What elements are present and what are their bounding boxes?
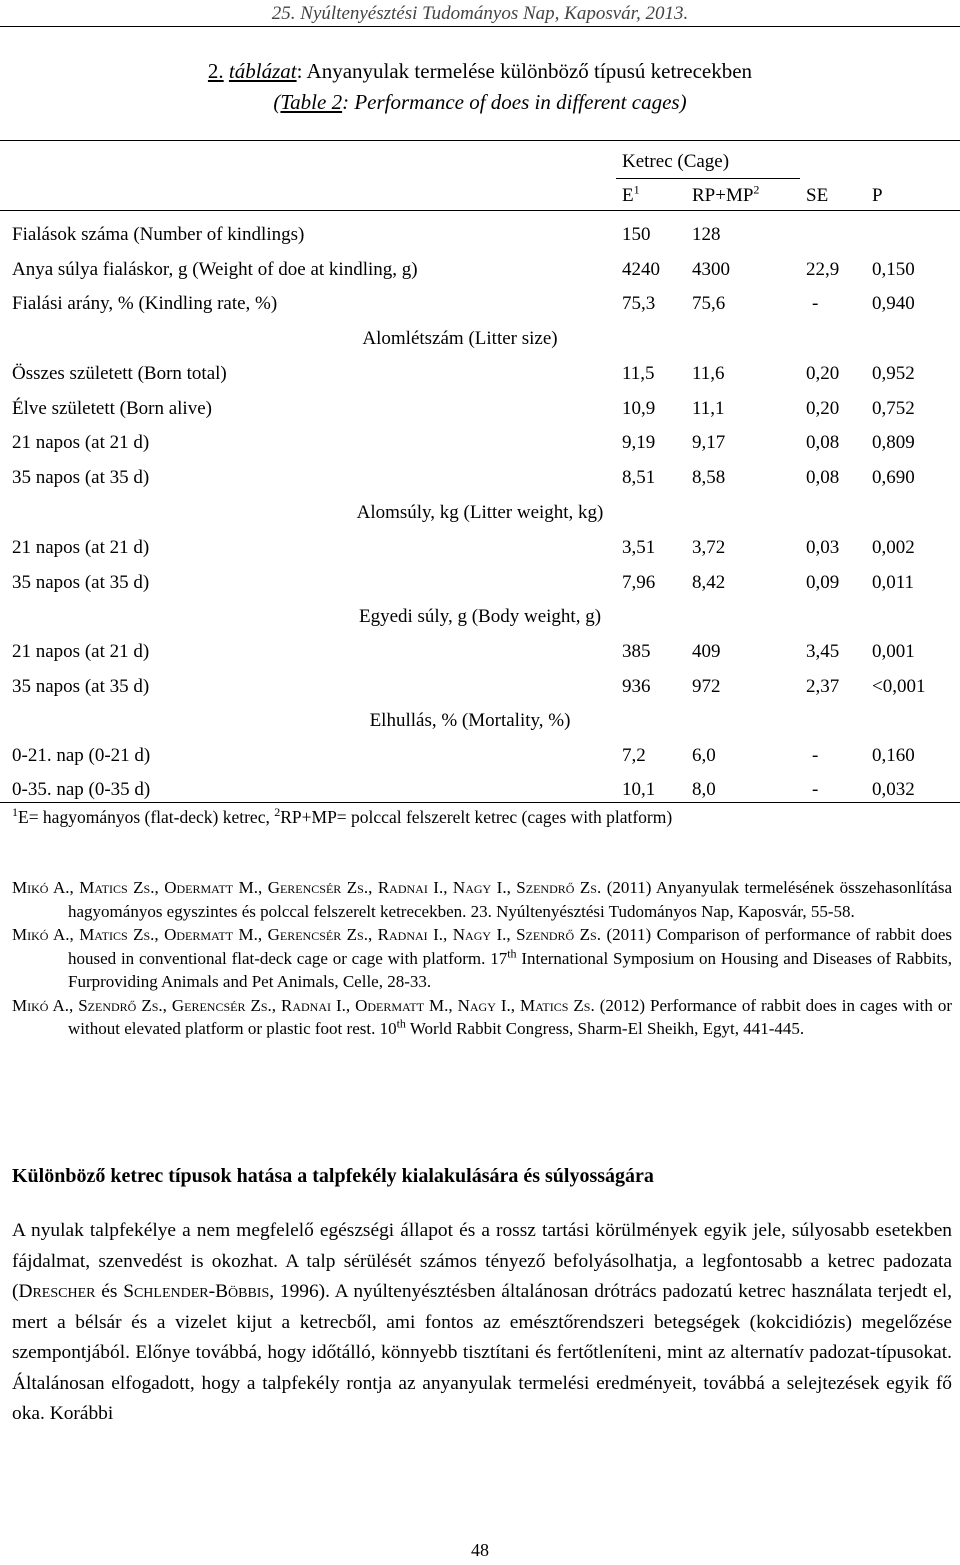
reference-item [12,876,952,923]
caption-english [0,87,960,118]
table-caption [0,56,960,118]
row-label: Összes született (Born total) [12,363,227,384]
group-header-rule [616,178,800,179]
reference-text: (2011) Anyanyulak termelésének összehasonlítása hagyományos egyszintes és polccal felszerelt ketrecekben. 23. Nyúltenyésztési Tudományos Nap, Kaposvár, 55-58. [68,878,952,921]
row-label: Fialások száma (Number of kindlings) [12,224,305,245]
cell-e: 4240 [622,259,660,280]
reference-sup: th [507,945,517,960]
cell-e: 75,3 [622,293,656,314]
section-litter-weight: Alomsúly, kg (Litter weight, kg) [356,502,604,523]
cell-p: 0,011 [872,572,915,593]
footnote-text-2: RP+MP= polccal felszerelt ketrec (cages with platform) [280,807,673,827]
reference-authors: Mikó A., Matics Zs., Odermatt M., Gerencsér Zs., Radnai I., Nagy I., Szendrő Zs. [12,925,601,944]
header-rule [0,26,960,27]
cell-se: 2,37 [806,676,840,697]
section-litter-size: Alomlétszám (Litter size) [362,328,558,349]
caption-hungarian [0,56,960,87]
reference-text: (2012) Performance of rabbit does in cages with or without elevated platform or plastic foot rest. 10 [68,995,953,1038]
cell-rp: 4300 [692,259,730,280]
table-header-rule [0,210,960,211]
col-header-p: P [872,185,883,206]
reference-text-after: World Rabbit Congress, Sharm-El Sheikh, Egyt, 441-445. [405,1019,805,1038]
caption-title-hu: : Anyanyulak termelése különböző típusú ketrecekben [296,59,753,83]
footnote-sup-2: 2 [274,805,281,820]
group-header-cage: Ketrec (Cage) [622,151,730,172]
table-bottom-rule [0,802,960,803]
col-e-sup: 1 [633,182,640,197]
col-header-e [622,182,640,207]
footnote-text-1: E= hagyományos (flat-deck) ketrec, [18,807,275,827]
col-header-se: SE [806,185,829,206]
citation-author-1: Drescher [18,1281,96,1302]
cell-rp: 972 [692,676,721,697]
cell-se: 0,09 [806,572,840,593]
cell-e: 385 [622,641,651,662]
cell-e: 7,2 [622,745,646,766]
cell-e: 11,5 [622,363,655,384]
cell-se: 0,20 [806,398,840,419]
row-label: Fialási arány, % (Kindling rate, %) [12,293,278,314]
row-label: 21 napos (at 21 d) [12,537,150,558]
cell-e: 150 [622,224,651,245]
cell-rp: 128 [692,224,721,245]
row-label: 0-35. nap (0-35 d) [12,779,151,800]
col-rp-label: RP+MP [692,185,754,206]
cell-rp: 3,72 [692,537,726,558]
col-e-label: E [622,185,634,206]
cell-rp: 409 [692,641,721,662]
cell-se: - [812,779,819,800]
cell-rp: 75,6 [692,293,726,314]
caption-word: táblázat [228,59,297,83]
cell-p: 0,150 [872,259,915,280]
cell-se: 22,9 [806,259,840,280]
row-label: 21 napos (at 21 d) [12,641,150,662]
reference-text: (2011) Comparison of performance of rabbit does housed in conventional flat-deck cage or cage with platform. 17 [68,925,952,968]
cell-p: 0,690 [872,467,915,488]
cell-p: <0,001 [872,676,926,697]
running-title: 25. Nyúltenyésztési Tudományos Nap, Kaposvár, 2013. [271,3,689,24]
cell-se: - [812,745,819,766]
caption-en-paren: ( [273,90,281,114]
row-label: 35 napos (at 35 d) [12,467,150,488]
table-top-rule [0,140,960,141]
reference-text-after: International Symposium on Housing and Diseases of Rabbits, Furproviding Animals and Pet Animals, Celle, 28-33. [68,948,952,991]
cell-se: 0,03 [806,537,840,558]
citation-and: és [95,1281,124,1302]
cell-rp: 8,0 [692,779,716,800]
cell-se: - [812,293,819,314]
col-header-rp-mp [692,182,760,207]
row-label: 35 napos (at 35 d) [12,572,150,593]
cell-e: 10,1 [622,779,656,800]
cell-e: 3,51 [622,537,656,558]
cell-se: 0,20 [806,363,840,384]
citation-author-2: Schlender-Böbbis [123,1281,270,1302]
reference-authors: Mikó A., Szendrő Zs., Gerencsér Zs., Radnai I., Odermatt M., Nagy I., Matics Zs. [12,995,595,1015]
cell-e: 7,96 [622,572,656,593]
cell-e: 9,19 [622,432,656,453]
row-label: 0-21. nap (0-21 d) [12,745,151,766]
cell-rp: 11,6 [692,363,725,384]
row-label: Élve született (Born alive) [12,398,212,419]
cell-p: 0,002 [872,537,915,558]
cell-p: 0,752 [872,398,915,419]
caption-en-word: Table 2 [280,90,343,114]
page-number: 48 [471,1540,489,1560]
cell-e: 10,9 [622,398,656,419]
running-header [0,2,960,30]
cell-rp: 6,0 [692,745,716,766]
caption-title-en: : Performance of does in different cages) [342,90,687,114]
caption-number: 2. [207,59,224,83]
cell-rp: 9,17 [692,432,726,453]
cell-p: 0,032 [872,779,915,800]
row-label: 21 napos (at 21 d) [12,432,150,453]
section-body-weight: Egyedi súly, g (Body weight, g) [358,606,602,627]
col-rp-sup: 2 [753,182,760,197]
section-mortality: Elhullás, % (Mortality, %) [369,710,571,731]
cell-e: 936 [622,676,651,697]
footnote-sup-1: 1 [12,805,18,820]
row-label: 35 napos (at 35 d) [12,676,150,697]
section-heading: Különböző ketrec típusok hatása a talpfekély kialakulására és súlyosságára [12,1165,654,1187]
body-paragraph [12,1216,952,1430]
cell-se: 0,08 [806,467,840,488]
reference-sup: th [396,1016,406,1031]
paragraph-text-1: A nyulak talpfekélye a nem megfelelő egészségi állapot és a rossz tartási körülmények egyik jele, súlyosabb esetekben fájdalmat, szenvedést is okozhat. A talp sérülését számos tényező befolyásolhatja, a legfontosabb a ketrec padozata ( [12,1220,952,1302]
cell-p: 0,940 [872,293,915,314]
cell-rp: 8,42 [692,572,726,593]
cell-rp: 8,58 [692,467,726,488]
reference-authors: Mikó A., Matics Zs., Odermatt M., Gerencsér Zs., Radnai I., Nagy I., Szendrő Zs. [12,878,602,897]
paragraph-text-2: , 1996). A nyúltenyésztésben általánosan drótrács padozatú ketrec használata terjedt el, mert a bélsár és a vizelet kijut a ketrecből, ami fontos az emésztőrendszeri betegségek (kokcidiózis) megelőzése szempontjából. Előnye továbbá, hogy időtálló, könnyebb tisztítani és fertőtleníteni, mint az alternatív padozat-típusokat. Általánosan elfogadott, hogy a talpfekély rontja az anyanyulak termelési eredményeit, továbbá a selejtezések egyik fő oka. Korábbi [12,1281,952,1424]
cell-e: 8,51 [622,467,656,488]
cell-p: 0,952 [872,363,915,384]
cell-se: 0,08 [806,432,840,453]
cell-p: 0,809 [872,432,915,453]
cell-rp: 11,1 [692,398,725,419]
references [12,876,952,1041]
cell-p: 0,001 [872,641,915,662]
cell-p: 0,160 [872,745,915,766]
reference-item [12,994,952,1041]
reference-item [12,923,952,994]
cell-se: 3,45 [806,641,840,662]
row-label: Anya súlya fialáskor, g (Weight of doe at kindling, g) [12,259,418,280]
table-footnote [12,806,672,828]
